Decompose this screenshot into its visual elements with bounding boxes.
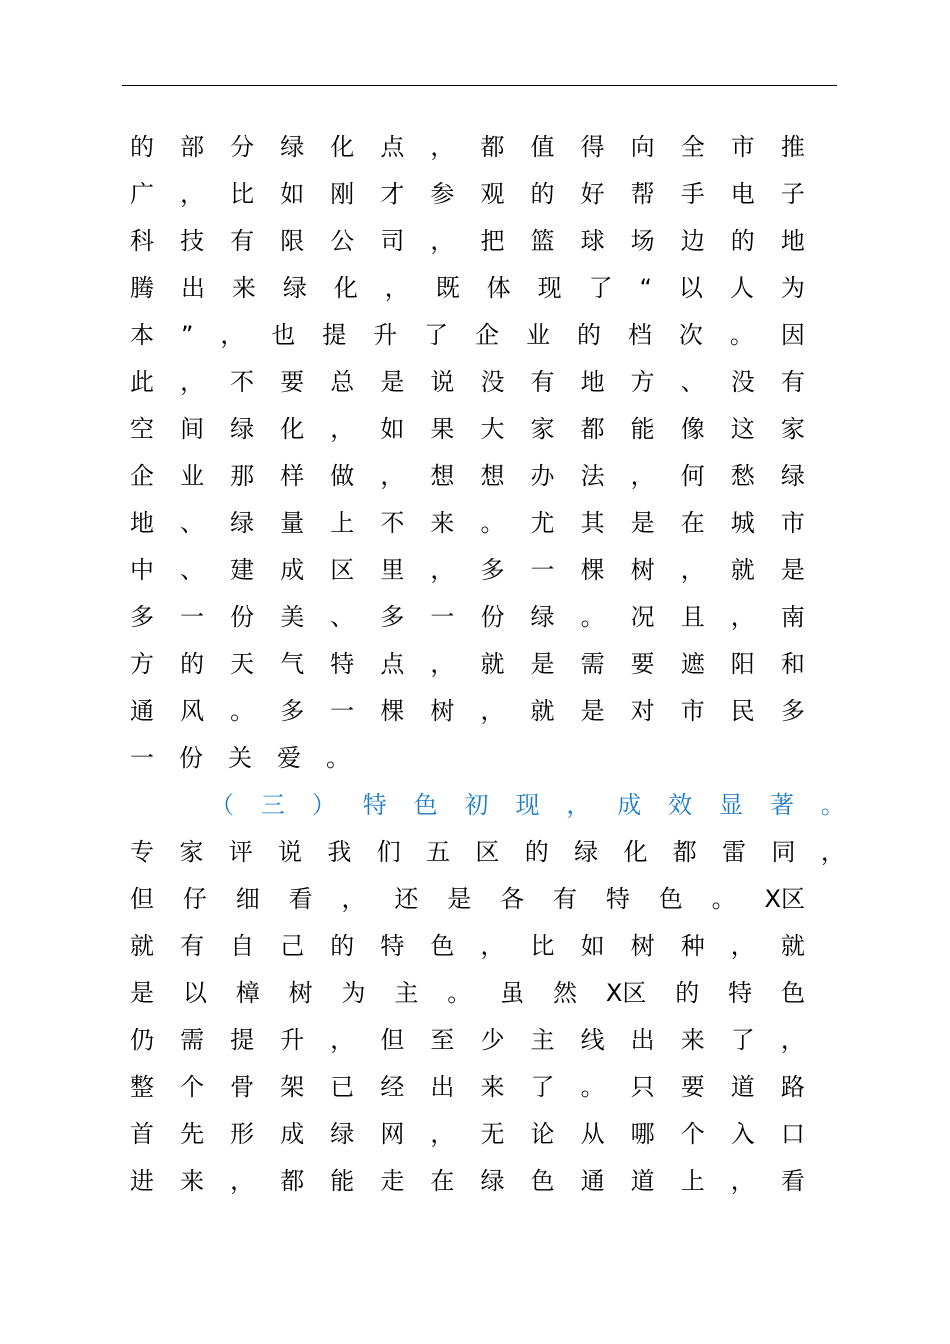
document-body	[130, 124, 845, 1205]
text-line: 整 个 骨 架 已 经 出 来 了 。 只 要 道 路	[130, 1073, 805, 1101]
text-line: 地 、 绿 量 上 不 来 。 尤 其 是 在 城 市	[130, 509, 805, 537]
text-line: 是 以 樟 树 为 主 。 虽 然 X区 的 特 色	[130, 979, 805, 1007]
text-line: 此 ， 不 要 总 是 说 没 有 地 方 、 没 有	[130, 368, 805, 396]
text-line: 腾 出 来 绿 化 ， 既 体 现 了 “ 以 人 为	[130, 274, 805, 302]
text-line: 首 先 形 成 绿 网 ， 无 论 从 哪 个 入 口	[130, 1120, 805, 1148]
text-line: 企 业 那 样 做 ， 想 想 办 法 ， 何 愁 绿	[130, 462, 805, 490]
text-line: 但 仔 细 看 ， 还 是 各 有 特 色 。 X区	[130, 885, 805, 913]
text-line: 通 风 。 多 一 棵 树 ， 就 是 对 市 民 多	[130, 697, 805, 725]
text-line: 多 一 份 美 、 多 一 份 绿 。 况 且 ， 南	[130, 603, 805, 631]
text-line: 广 ， 比 如 刚 才 参 观 的 好 帮 手 电 子	[130, 180, 805, 208]
text-line: 仍 需 提 升 ， 但 至 少 主 线 出 来 了 ，	[130, 1026, 805, 1054]
text-line: 一 份 关 爱 。	[130, 744, 350, 772]
text-line: 方 的 天 气 特 点 ， 就 是 需 要 遮 阳 和	[130, 650, 805, 678]
text-line: 中 、 建 成 区 里 ， 多 一 棵 树 ， 就 是	[130, 556, 805, 584]
header-rule	[122, 85, 837, 86]
text-line: 科 技 有 限 公 司 ， 把 篮 球 场 边 的 地	[130, 227, 805, 255]
text-line: 本 ” ， 也 提 升 了 企 业 的 档 次 。 因	[130, 321, 805, 349]
text-line: 就 有 自 己 的 特 色 ， 比 如 树 种 ， 就	[130, 932, 805, 960]
text-line: 的 部 分 绿 化 点 ， 都 值 得 向 全 市 推	[130, 133, 805, 161]
text-line: 专 家 评 说 我 们 五 区 的 绿 化 都 雷 同 ，	[130, 838, 845, 866]
text-line: 进 来 ， 都 能 走 在 绿 色 通 道 上 ， 看	[130, 1167, 805, 1195]
text-line: 空 间 绿 化 ， 如 果 大 家 都 能 像 这 家	[130, 415, 805, 443]
section-heading: （ 三 ） 特 色 初 现 ， 成 效 显 著 。	[210, 791, 845, 819]
